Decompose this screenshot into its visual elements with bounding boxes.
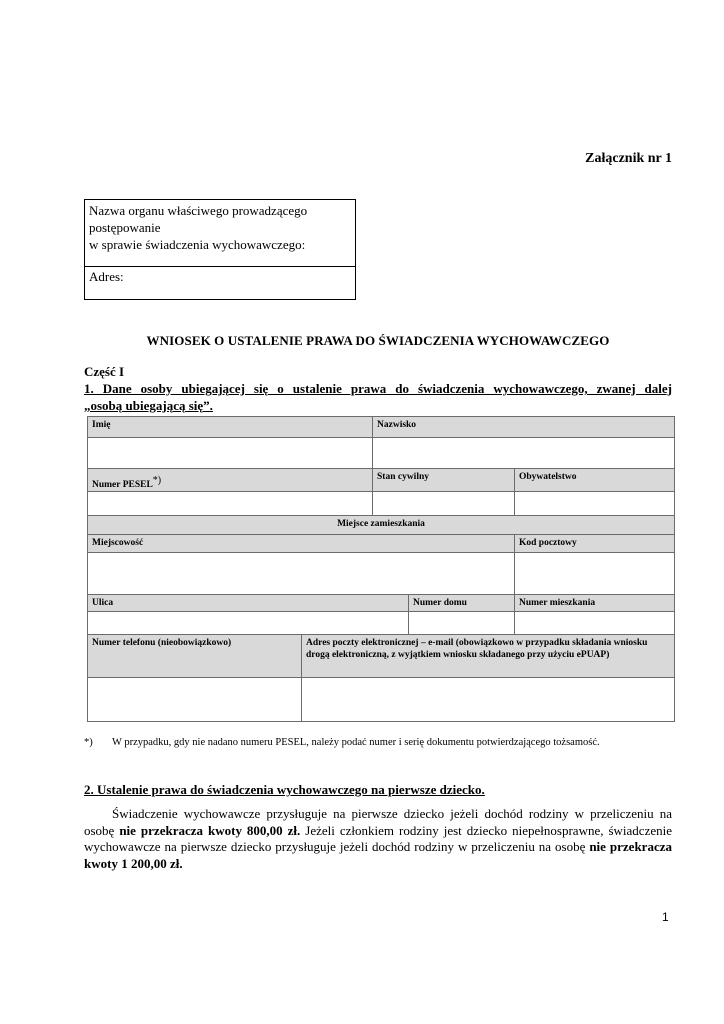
citizenship-label: Obywatelstwo [514, 468, 674, 491]
locality-field[interactable] [88, 552, 514, 594]
section1-line1: 1. Dane osoby ubiegającej się o ustalenie prawa do świadczenia wychowawczego, zwanej dalej [84, 381, 672, 396]
page-number: 1 [662, 910, 669, 924]
annex-label: Załącznik nr 1 [585, 151, 672, 166]
last-name-label: Nazwisko [372, 417, 674, 437]
benefit-paragraph [84, 806, 672, 872]
applicant-data-table [87, 416, 675, 722]
email-field[interactable] [301, 677, 674, 721]
pesel-footnote-mark: *) [152, 475, 162, 486]
section1-line2: „osobą ubiegającą się”. [84, 398, 213, 413]
street-label: Ulica [88, 594, 408, 611]
paragraph-part1: Świadczenie wychowawcze przysługuje na pierwsze dziecko jeżeli dochód rodziny w przeliczeniu na osobę [84, 806, 672, 838]
paragraph-part2: Jeżeli członkiem rodziny jest dziecko niepełnosprawne, świadczenie wychowawcze na pierwsze dziecko przysługuje jeżeli dochód rodziny w przeliczeniu na osobę [84, 822, 672, 854]
postal-code-field[interactable] [514, 552, 674, 594]
last-name-field[interactable] [372, 437, 674, 468]
section2-heading: 2. Ustalenie prawa do świadczenia wychowawczego na pierwsze dziecko. [84, 782, 485, 797]
pesel-field[interactable] [88, 491, 372, 515]
footnote-mark: *) [84, 737, 93, 748]
email-label: Adres poczty elektronicznej – e-mail (obowiązkowo w przypadku składania wniosku drogą elektroniczną, z wyjątkiem wniosku składanego przy użyciu ePUAP) [301, 634, 674, 677]
paragraph-bold1: nie przekracza kwoty 800,00 zł. [119, 822, 301, 838]
organ-name-line1: Nazwa organu właściwego prowadzącego [89, 203, 308, 218]
paragraph-bold2: nie przekracza kwoty 1 200,00 zł. [84, 839, 672, 871]
organ-name-line2: postępowanie [89, 220, 161, 235]
postal-code-label: Kod pocztowy [514, 534, 674, 552]
phone-field[interactable] [88, 677, 301, 721]
pesel-label-text: Numer PESEL [92, 480, 153, 491]
marital-status-label: Stan cywilny [372, 468, 514, 491]
first-name-field[interactable] [88, 437, 372, 468]
section1-heading [84, 380, 672, 414]
organ-box [84, 199, 356, 300]
house-number-field[interactable] [408, 611, 514, 634]
apartment-number-label: Numer mieszkania [514, 594, 674, 611]
marital-status-field[interactable] [372, 491, 514, 515]
footnote [84, 737, 684, 748]
footnote-text: W przypadku, gdy nie nadano numeru PESEL, należy podać numer i serię dokumentu potwierdzającego tożsamość. [112, 737, 600, 748]
residence-header: Miejsce zamieszkania [88, 515, 674, 534]
organ-address-cell[interactable] [85, 267, 355, 299]
phone-label: Numer telefonu (nieobowiązkowo) [88, 634, 301, 677]
locality-label: Miejscowość [88, 534, 514, 552]
apartment-number-field[interactable] [514, 611, 674, 634]
form-title: WNIOSEK O USTALENIE PRAWA DO ŚWIADCZENIA WYCHOWAWCZEGO [146, 333, 610, 348]
citizenship-field[interactable] [514, 491, 674, 515]
organ-address-label: Adres: [89, 269, 124, 284]
pesel-label [88, 468, 372, 491]
first-name-label: Imię [88, 417, 372, 437]
organ-name-cell[interactable] [85, 200, 355, 267]
organ-name-line3: w sprawie świadczenia wychowawczego: [89, 237, 306, 252]
street-field[interactable] [88, 611, 408, 634]
part-label: Część I [84, 364, 125, 379]
house-number-label: Numer domu [408, 594, 514, 611]
